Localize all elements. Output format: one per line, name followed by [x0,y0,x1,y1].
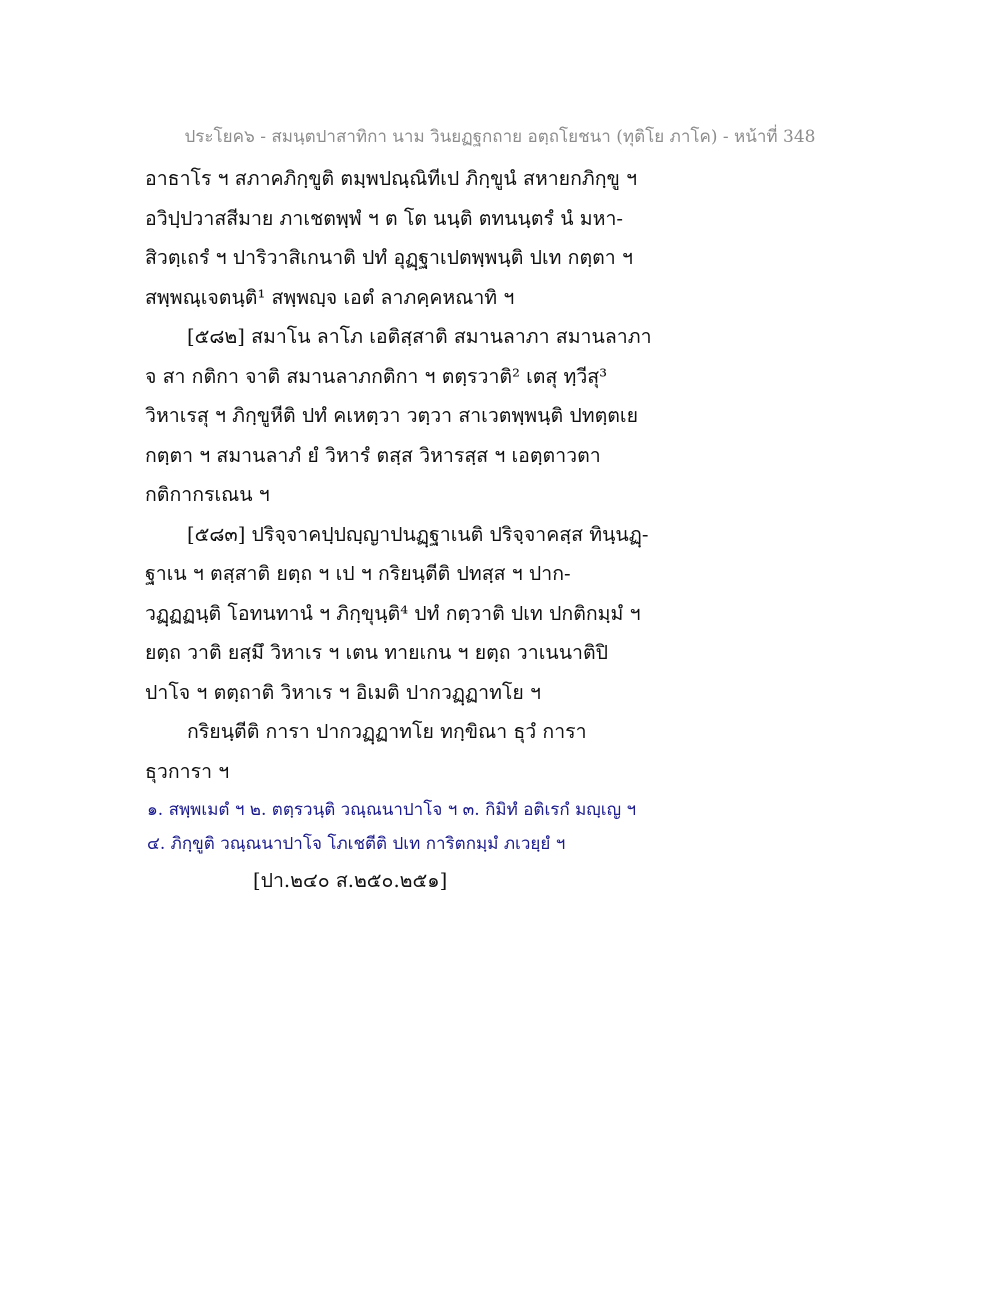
text-line: สิวตฺเถรํ ฯ ปาริวาสิเกนาติ ปทํ อุฏฺฐาเปตพฺพนฺติ ปเท กตฺตา ฯ [145,246,633,269]
paragraph-start-582: [๕๘๒] สมาโน ลาโภ เอติสฺสาติ สมานลาภา สมานลาภา [187,325,652,348]
text-line: ฐาเน ฯ ตสฺสาติ ยตฺถ ฯ เป ฯ กริยนฺตีติ ปทสฺส ฯ ปาก- [145,562,571,585]
paragraph-start-583: [๕๘๓] ปริจฺจาคปฺปญฺญาปนฏฺฐาเนติ ปริจฺจาคสฺส ทินฺนฏฺ- [187,522,649,546]
text-line: สพฺพณฺเจตนฺติ¹ สพฺพญฺจ เอตํ ลาภคฺคหณาทิ ฯ [145,285,515,309]
source-reference: [ปา.๒๔๐ ส.๒๕๐.๒๕๑] [253,869,448,892]
text-line: กตฺตา ฯ สมานลาภํ ยํ วิหารํ ตสฺส วิหารสฺส ฯ เอตฺตาวตา [145,443,601,467]
footnotes [147,793,867,861]
footnote-line: ๔. ภิกฺขูติ วณฺณนาปาโจ โภเชตีติ ปเท การิตกมฺมํ ภเวยฺยํ ฯ [147,834,566,854]
main-text [145,159,865,791]
text-line: วิหาเรสุ ฯ ภิกฺขูหีติ ปทํ คเหตฺวา วตฺวา สาเวตพฺพนฺติ ปทตฺตเย [145,404,638,427]
text-line: วฏฺฏฏนฺติ โอทนทานํ ฯ ภิกฺขุนฺติ⁴ ปทํ กตฺวาติ ปเท ปกติกมฺมํ ฯ [145,601,641,625]
paragraph-start: กริยนฺตีติ การา ปากวฏฺฏาทโย ทกฺขิณา ธุวํ การา [187,720,587,743]
text-line: ยตฺถ วาติ ยสฺมึ วิหาเร ฯ เตน ทายเกน ฯ ยตฺถ วาเนนาติปิ [145,641,609,664]
text-line: ปาโจ ฯ ตตฺถาติ วิหาเร ฯ อิเมติ ปากวฏฺฏาทโย ฯ [145,680,541,704]
text-line: อวิปฺปวาสสีมาย ภาเชตพฺพํ ฯ ต โต นนฺติ ตทนนฺตรํ นํ มหา- [145,206,623,230]
text-line: ธุวการา ฯ [145,759,230,783]
page-header: ประโยค๖ - สมนฺตปาสาทิกา นาม วินยฏฐกถาย อตฺถโยชนา (ทุติโย ภาโค) - หน้าที่ 348 [184,127,816,147]
footnote-line: ๑. สพฺพเมตํ ฯ ๒. ตตฺรวนฺติ วณฺณนาปาโจ ฯ ๓. กิมิทํ อติเรกํ มญฺเญ ฯ [147,800,637,820]
text-line: อาธาโร ฯ สภาคภิกฺขูติ ตมฺพปณฺณิทีเป ภิกฺขูนํ สหายกภิกฺขู ฯ [145,167,638,190]
text-line: จ สา กติกา จาติ สมานลาภกติกา ฯ ตตฺรวาติ² เตสุ ทฺวีสุ³ [145,364,608,388]
text-line: กติกากรเณน ฯ [145,483,270,506]
